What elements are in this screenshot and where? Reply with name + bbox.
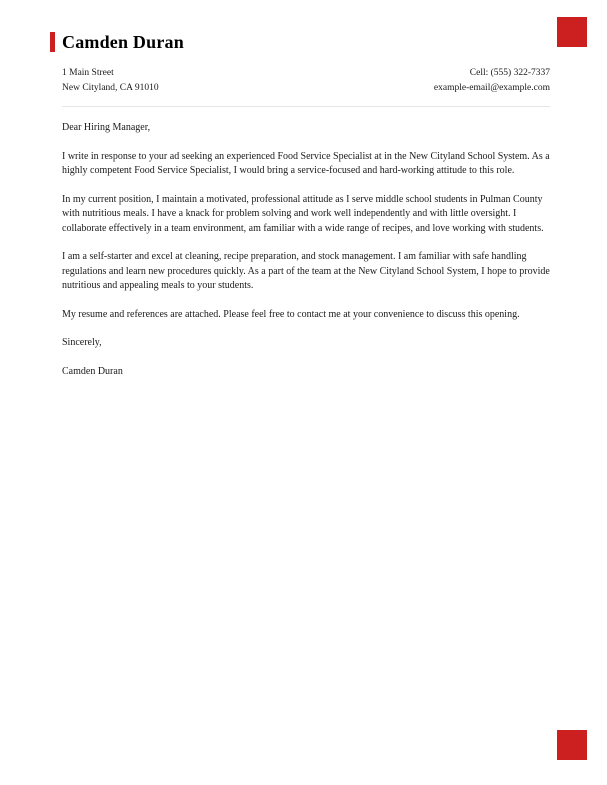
- body-paragraph-4: My resume and references are attached. Please feel free to contact me at your convenience to discuss this opening.: [62, 308, 520, 320]
- closing: Sincerely,: [62, 337, 102, 348]
- body-paragraph-1: I write in response to your ad seeking an experienced Food Service Specialist at in the New Cityland School System. As a highly competent Food Service Specialist, I would bring a service-focused and hard-working attitude to this role.: [62, 150, 550, 176]
- address-block: [62, 66, 159, 96]
- address-line-1: 1 Main Street: [62, 68, 114, 78]
- decorative-accent-square-top: [557, 17, 587, 47]
- letter-author-name: Camden Duran: [50, 32, 550, 52]
- salutation: Dear Hiring Manager,: [62, 122, 151, 133]
- phone-number: Cell: (555) 322-7337: [469, 68, 550, 78]
- address-line-2: New Cityland, CA 91010: [62, 83, 159, 93]
- contact-info-section: [62, 66, 550, 107]
- letter-body: [62, 121, 550, 379]
- phone-email-block: [434, 66, 550, 96]
- decorative-accent-square-bottom: [557, 730, 587, 760]
- signature-name: Camden Duran: [62, 365, 123, 377]
- body-paragraph-3: I am a self-starter and excel at cleaning, recipe preparation, and stock management. I am familiar with safe handling regulations and learn new procedures quickly. As a part of the team at the New Cityland School System, I hope to provide nutritious and appealing meals to your students.: [62, 251, 550, 291]
- body-paragraph-2: In my current position, I maintain a motivated, professional attitude as I serve middle school students in Pulman County with nutritious meals. I have a knack for problem solving and work well independently and with little oversight. I collaborate effectively in a team environment, am familiar with a wide range of recipes, and love working with students.: [62, 193, 544, 234]
- letter-content: [62, 32, 550, 393]
- email-address: example-email@example.com: [433, 83, 550, 93]
